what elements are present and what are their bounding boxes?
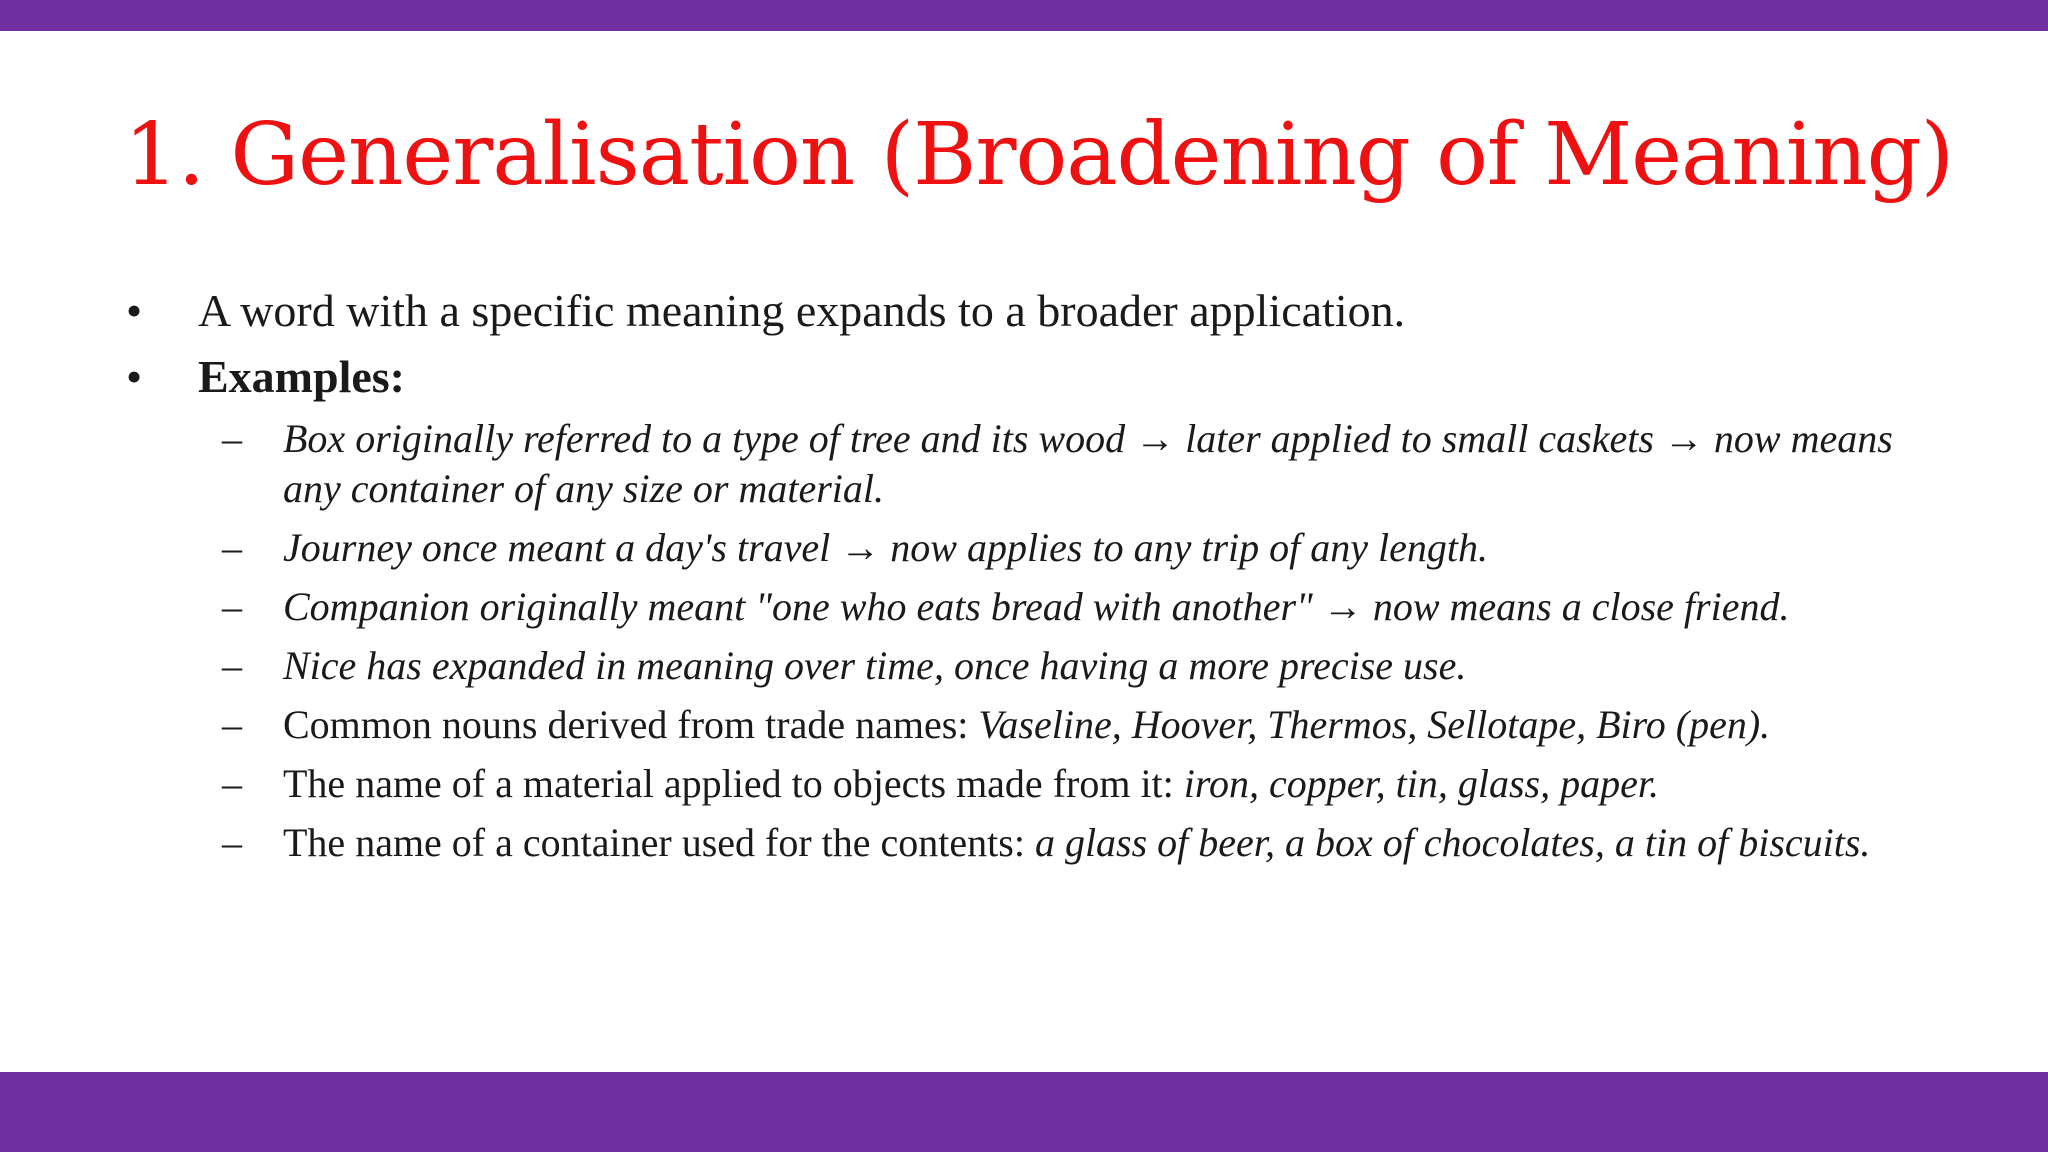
example-item-companion: [118, 582, 1948, 632]
dash-marker: –: [222, 702, 242, 747]
dash-marker: –: [222, 525, 242, 570]
examples-list: [118, 414, 1948, 868]
example-plain-text: Common nouns derived from trade names:: [283, 702, 979, 747]
example-plain-text: The name of a container used for the contents:: [283, 820, 1035, 865]
slide-title: 1. Generalisation (Broadening of Meaning): [124, 105, 1954, 205]
slide-body: [118, 282, 1948, 877]
example-italic-text: Companion originally meant "one who eats bread with another" → now means a close friend.: [283, 584, 1790, 629]
dash-marker: –: [222, 416, 242, 461]
example-plain-text: The name of a material applied to objects made from it:: [283, 761, 1184, 806]
example-italic-text: Box originally referred to a type of tree and its wood → later applied to small caskets → now means any container of any size or material.: [283, 416, 1893, 511]
bullet-definition: [118, 282, 1948, 340]
example-italic-text: Vaseline, Hoover, Thermos, Sellotape, Biro (pen).: [978, 702, 1771, 747]
example-item-nice: [118, 641, 1948, 691]
dash-marker: –: [222, 584, 242, 629]
bullet-text: Examples:: [198, 351, 405, 402]
dash-marker: –: [222, 761, 242, 806]
bottom-accent-bar: [0, 1072, 2048, 1152]
dash-marker: –: [222, 643, 242, 688]
bullet-examples-heading: [118, 348, 1948, 406]
dash-marker: –: [222, 820, 242, 865]
bullet-marker: •: [126, 285, 143, 336]
example-italic-text: iron, copper, tin, glass, paper.: [1183, 761, 1659, 806]
example-italic-text: Nice has expanded in meaning over time, once having a more precise use.: [283, 643, 1467, 688]
example-item-box: [118, 414, 1948, 514]
top-accent-bar: [0, 0, 2048, 31]
bullet-text: A word with a specific meaning expands to a broader application.: [198, 285, 1406, 336]
example-item-journey: [118, 523, 1948, 573]
example-italic-text: Journey once meant a day's travel → now applies to any trip of any length.: [283, 525, 1488, 570]
example-item-trade-names: [118, 700, 1948, 750]
example-item-containers: [118, 818, 1948, 868]
example-item-materials: [118, 759, 1948, 809]
bullet-marker: •: [126, 351, 143, 402]
example-italic-text: a glass of beer, a box of chocolates, a tin of biscuits.: [1034, 820, 1871, 865]
